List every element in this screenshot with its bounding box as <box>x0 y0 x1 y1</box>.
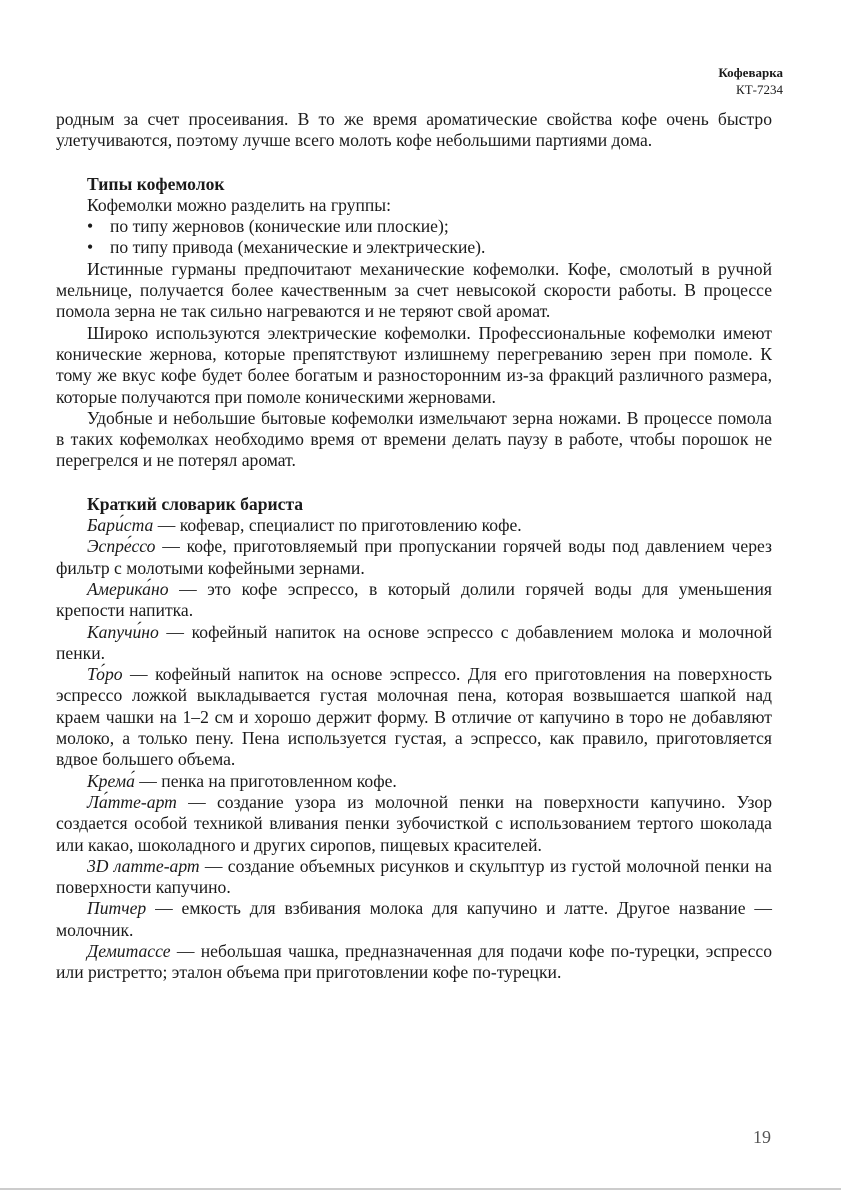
glossary-term: Ла́тте-арт <box>87 791 177 812</box>
glossary-entry <box>56 856 772 899</box>
header-model: КТ-7234 <box>736 82 783 97</box>
intro-continuation: родным за счет просеивания. В то же время ароматические свойства кофе очень быстро улетучиваются, поэтому лучше всего молоть кофе небольшими партиями дома. <box>56 109 772 151</box>
glossary-term: Демитассе <box>87 940 171 961</box>
bullet-marker: • <box>87 237 94 258</box>
glossary-term: 3D латте-арт <box>87 855 200 876</box>
header-product-name: Кофеварка <box>718 65 783 80</box>
glossary-entry <box>56 664 772 770</box>
paragraph: Широко используются электрические кофемолки. Профессиональные кофемолки имеют конические жернова, которые препятствуют излишнему перегреванию зерен при помоле. К тому же вкус кофе будет более богатым и разносторонним из-за фракций различного размера, которые получаются при помоле коническими жерновами. <box>56 322 772 407</box>
glossary-term: Капучи́но <box>87 621 159 642</box>
page-number: 19 <box>753 1127 771 1147</box>
list-item-text: по типу привода (механические и электрические). <box>110 237 486 258</box>
list-item-text: по типу жерновов (конические или плоские); <box>110 216 449 237</box>
section-grinder-types <box>56 174 772 472</box>
glossary-entry <box>56 515 772 536</box>
glossary-definition: — кофевар, специалист по приготовлению кофе. <box>153 515 522 536</box>
section-gap <box>56 472 772 494</box>
glossary-definition: — емкость для взбивания молока для капучино и латте. Другое название — молочник. <box>56 898 772 940</box>
section-lead: Кофемолки можно разделить на группы: <box>87 194 392 215</box>
glossary-entry <box>56 622 772 665</box>
glossary-term: Крема́ <box>87 770 135 791</box>
glossary-definition: — создание узора из молочной пенки на поверхности капучино. Узор создается особой техникой вливания пенки зубочисткой с использованием тертого шоколада или какао, шоколадного и других сиропов, пищевых красителей. <box>56 791 772 855</box>
glossary-term: Америка́но <box>87 578 169 599</box>
glossary-entry <box>56 536 772 579</box>
glossary-definition: — небольшая чашка, предназначенная для подачи кофе по-турецки, эспрессо или ристретто; эталон объема при приготовлении кофе по-турецки. <box>56 940 772 983</box>
glossary-entry <box>56 579 772 622</box>
glossary-definition: — создание объемных рисунков и скульптур из густой молочной пенки на поверхности капучино. <box>56 855 772 898</box>
section-title: Типы кофемолок <box>87 173 225 194</box>
section-glossary <box>56 494 772 984</box>
bullet-marker: • <box>87 216 94 237</box>
glossary-entry <box>56 771 772 792</box>
glossary-term: Бари́ста <box>87 515 154 536</box>
glossary-definition: — кофейный напиток на основе эспрессо с добавлением молока и молочной пенки. <box>56 621 772 663</box>
glossary-definition: — это кофе эспрессо, в который долили горячей воды для уменьшения крепости напитка. <box>56 578 772 621</box>
page-header <box>718 64 783 98</box>
list-item <box>56 216 772 237</box>
glossary-term: Эспре́ссо <box>87 536 156 557</box>
bottom-divider <box>0 1188 841 1190</box>
page-content <box>56 109 772 984</box>
paragraph: Истинные гурманы предпочитают механические кофемолки. Кофе, смолотый в ручной мельнице, получается более качественным за счет невысокой скорости работы. В процессе помола зерна не так сильно нагреваются и не теряют свой аромат. <box>56 258 772 322</box>
glossary-entry <box>56 898 772 941</box>
glossary-definition: — кофейный напиток на основе эспрессо. Для его приготовления на поверхность эспрессо ложкой выкладывается густая молочная пена, которая возвышается шапкой над краем чашки на 1–2 см и хорошо держит форму. В отличие от капучино в торо не добавляют молоко, а только пену. Пена используется густая, а эспрессо, как правило, приготовляется вдвое большего объема. <box>56 664 772 770</box>
list-item <box>56 237 772 258</box>
glossary-definition: — кофе, приготовляемый при пропускании горячей воды под давлением через фильтр с молотыми кофейными зернами. <box>56 536 772 578</box>
section-gap <box>56 152 772 174</box>
glossary-definition: — пенка на приготовленном кофе. <box>134 770 397 791</box>
glossary-term: То́ро <box>87 664 123 685</box>
section-title: Краткий словарик бариста <box>87 493 304 514</box>
glossary-entry <box>56 941 772 984</box>
glossary-term: Питчер <box>87 898 147 919</box>
glossary-entry <box>56 792 772 856</box>
paragraph: Удобные и небольшие бытовые кофемолки измельчают зерна ножами. В процессе помола в таких кофемолках необходимо время от времени делать паузу в работе, чтобы порошок не перегрелся и не потерял аромат. <box>56 407 772 471</box>
